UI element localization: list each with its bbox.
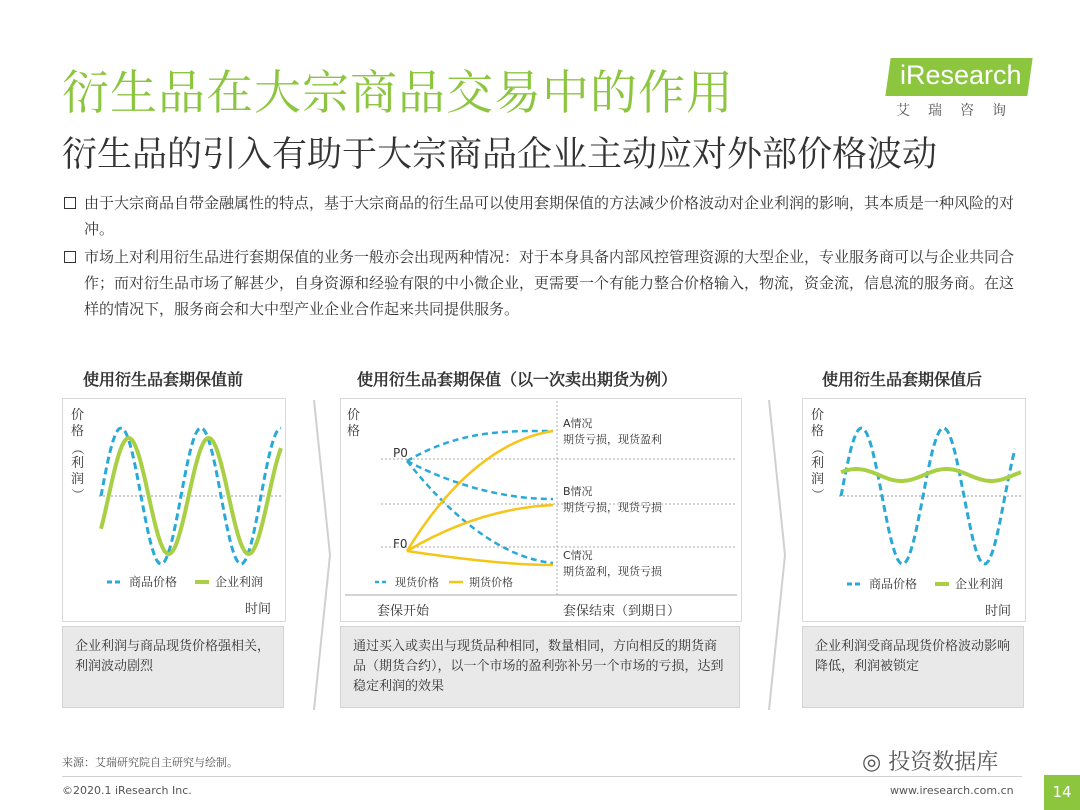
bullet-text: 由于大宗商品自带金融属性的特点，基于大宗商品的衍生品可以使用套期保值的方法减少价格波动对企业利润的影响，其本质是一种风险的对冲。: [84, 194, 1015, 238]
right-y-label-4: 润: [811, 472, 825, 487]
middle-panel: [340, 398, 742, 622]
case-b-name: B情况: [563, 485, 593, 498]
chevron-right-icon: [765, 400, 789, 710]
f0-label: F0: [393, 537, 408, 551]
footer-divider: [62, 776, 1022, 777]
right-y-paren-open: （: [809, 442, 824, 456]
right-panel: [802, 398, 1026, 622]
p0-label: P0: [393, 446, 408, 460]
middle-y-label-1: 价: [347, 408, 361, 423]
hedge-end-label: 套保结束（到期日）: [563, 604, 681, 619]
left-legend-price: 商品价格: [129, 575, 178, 589]
case-c-detail: 期货盈利，现货亏损: [563, 565, 662, 578]
left-legend-profit: 企业利润: [215, 575, 264, 589]
bullet-list: [64, 190, 1024, 324]
left-y-paren-open: （: [69, 442, 84, 456]
source-note: 来源：艾瑞研究院自主研究与绘制。: [62, 756, 238, 769]
logo-text: iResearch: [900, 60, 1022, 90]
spot-line-b: [407, 461, 553, 499]
middle-legend-spot: 现货价格: [395, 576, 439, 589]
right-panel-description: 企业利润受商品现货价格波动影响降低，利润被锁定: [802, 626, 1024, 708]
case-a-name: A情况: [563, 417, 593, 430]
bullet-square-icon: [64, 197, 76, 209]
page-number: 14: [1044, 775, 1080, 810]
watermark-text: 投资数据库: [888, 750, 999, 775]
left-y-label-1: 价: [71, 408, 85, 423]
left-y-label-3: 利: [71, 456, 85, 471]
case-b-detail: 期货亏损，现货亏损: [563, 501, 662, 514]
right-y-label-3: 利: [811, 456, 825, 471]
left-chart: [63, 399, 285, 621]
middle-legend-futures: 期货价格: [469, 576, 513, 589]
iresearch-logo: [888, 58, 1038, 128]
middle-panel-description: 通过买入或卖出与现货品种相同，数量相同，方向相反的期货商品（期货合约），以一个市场的盈利弥补另一个市场的亏损，达到稳定利润的效果: [340, 626, 740, 708]
right-panel-title: 使用衍生品套期保值后: [822, 370, 983, 389]
right-legend-profit: 企业利润: [955, 577, 1004, 591]
futures-line-b: [407, 505, 553, 551]
wechat-icon: ◎: [862, 750, 882, 775]
bullet-item: [64, 244, 1024, 322]
right-legend-price: 商品价格: [869, 577, 918, 591]
case-c-name: C情况: [563, 549, 593, 562]
left-y-label-2: 格: [71, 424, 85, 439]
right-profit-curve: [841, 469, 1021, 481]
left-panel: [62, 398, 286, 622]
left-x-label: 时间: [245, 602, 272, 617]
middle-chart: [341, 399, 741, 621]
right-y-label-1: 价: [811, 408, 825, 423]
hedge-start-label: 套保开始: [377, 604, 430, 619]
left-y-paren-close: ）: [69, 488, 84, 502]
futures-line-c: [407, 551, 553, 565]
bullet-text: 市场上对利用衍生品进行套期保值的业务一般亦会出现两种情况：对于本身具备内部风控管理资源的大型企业，专业服务商可以与企业共同合作；而对衍生品市场了解甚少，自身资源和经验有限的中小微企业，更需要一个有能力整合价格输入，物流，资金流，信息流的服务商。在这样的情况下，服务商会和大中型产业企业合作起来共同提供服务。: [84, 248, 1015, 318]
left-panel-description: 企业利润与商品现货价格强相关，利润波动剧烈: [62, 626, 284, 708]
spot-line-c: [407, 461, 553, 563]
bullet-item: [64, 190, 1024, 242]
copyright: ©2020.1 iResearch Inc.: [62, 784, 192, 797]
right-y-paren-close: ）: [809, 488, 824, 502]
right-x-label: 时间: [985, 604, 1012, 619]
middle-y-label-2: 格: [347, 424, 361, 439]
right-y-label-2: 格: [811, 424, 825, 439]
left-y-label-4: 润: [71, 472, 85, 487]
right-chart: [803, 399, 1025, 621]
website-link[interactable]: www.iresearch.com.cn: [890, 784, 1014, 797]
logo-cn-text: 艾瑞咨询: [896, 103, 1024, 119]
page-subtitle: 衍生品的引入有助于大宗商品企业主动应对外部价格波动: [62, 135, 938, 175]
left-panel-title: 使用衍生品套期保值前: [83, 370, 244, 389]
case-a-detail: 期货亏损，现货盈利: [563, 433, 662, 446]
wechat-watermark: [862, 745, 998, 776]
page-title: 衍生品在大宗商品交易中的作用: [62, 66, 734, 121]
bullet-square-icon: [64, 251, 76, 263]
middle-panel-title: 使用衍生品套期保值（以一次卖出期货为例）: [357, 370, 678, 389]
chevron-right-icon: [310, 400, 334, 710]
